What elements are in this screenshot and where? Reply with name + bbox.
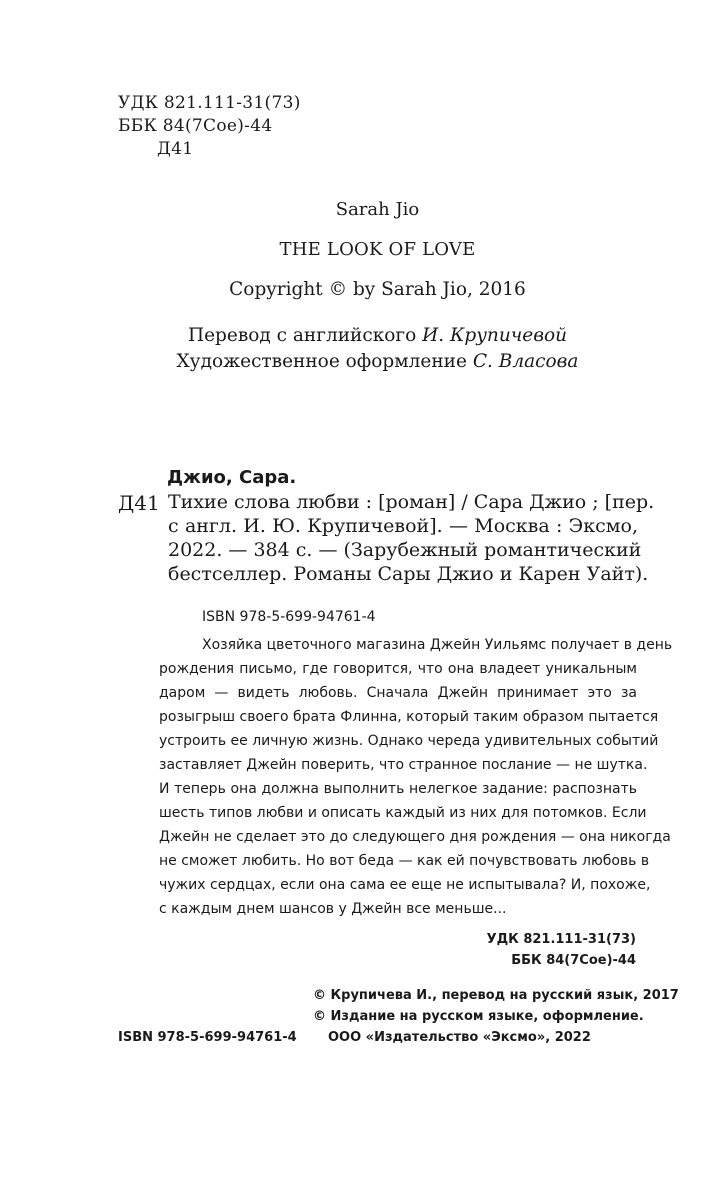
udk-code: УДК 821.111-31(73) [118, 93, 301, 113]
annotation-line: не сможет любить. Но вот беда — как ей почувствовать любовь в [159, 853, 650, 869]
translator-name: И. Крупичевой [422, 325, 568, 346]
annotation-line: устроить ее личную жизнь. Однако череда удивительных событий [159, 733, 659, 749]
bib-author: Джио, Сара. [167, 467, 297, 488]
bib-line: 2022. — 384 с. — (Зарубежный романтический [168, 539, 642, 561]
original-title: THE LOOK OF LOVE [279, 239, 476, 260]
bib-code: Д41 [118, 491, 160, 515]
author-mark: Д41 [157, 139, 194, 159]
footer-isbn: ISBN 978-5-699-94761-4 [118, 1030, 297, 1045]
footer-bbk: ББК 84(7Сое)-44 [511, 953, 636, 968]
rights-edition: © Издание на русском языке, оформление. [313, 1009, 644, 1024]
design-label: Художественное оформление [176, 351, 473, 372]
annotation-line: чужих сердцах, если она сама ее еще не испытывала? И, похоже, [159, 877, 651, 893]
bib-isbn: ISBN 978-5-699-94761-4 [202, 609, 376, 625]
annotation-line: рождения письмо, где говорится, что она владеет уникальным [159, 661, 637, 677]
bib-line: с англ. И. Ю. Крупичевой]. — Москва : Эксмо, [168, 515, 638, 537]
rights-publisher: ООО «Издательство «Эксмо», 2022 [328, 1030, 591, 1045]
designer-name: С. Власова [472, 351, 579, 372]
annotation-line: с каждым днем шансов у Джейн все меньше... [159, 901, 507, 917]
annotation-line: розыгрыш своего брата Флинна, который таким образом пытается [159, 709, 659, 725]
rights-translation: © Крупичева И., перевод на русский язык, 2017 [313, 988, 679, 1003]
bib-line: бестселлер. Романы Сары Джио и Карен Уайт). [168, 563, 649, 585]
footer-udk: УДК 821.111-31(73) [486, 932, 636, 947]
annotation-line: И теперь она должна выполнить нелегкое задание: распознать [159, 781, 637, 797]
annotation-line: даром — видеть любовь. Сначала Джейн принимает это за [159, 685, 637, 701]
annotation-line: шесть типов любви и описать каждый из них для потомков. Если [159, 805, 647, 821]
annotation-line: заставляет Джейн поверить, что странное послание — не шутка. [159, 757, 648, 773]
annotation-line: Джейн не сделает это до следующего дня рождения — она никогда [159, 829, 671, 845]
design-credit [0, 351, 715, 372]
original-author: Sarah Jio [335, 199, 420, 220]
bib-line: Тихие слова любви : [роман] / Сара Джио ; [пер. [168, 491, 655, 513]
translation-label: Перевод с английского [187, 325, 423, 346]
translation-credit [0, 325, 715, 346]
bbk-code: ББК 84(7Сое)-44 [118, 116, 273, 136]
annotation-line: Хозяйка цветочного магазина Джейн Уильямс получает в день [202, 637, 673, 653]
original-copyright: Copyright © by Sarah Jio, 2016 [229, 279, 526, 300]
